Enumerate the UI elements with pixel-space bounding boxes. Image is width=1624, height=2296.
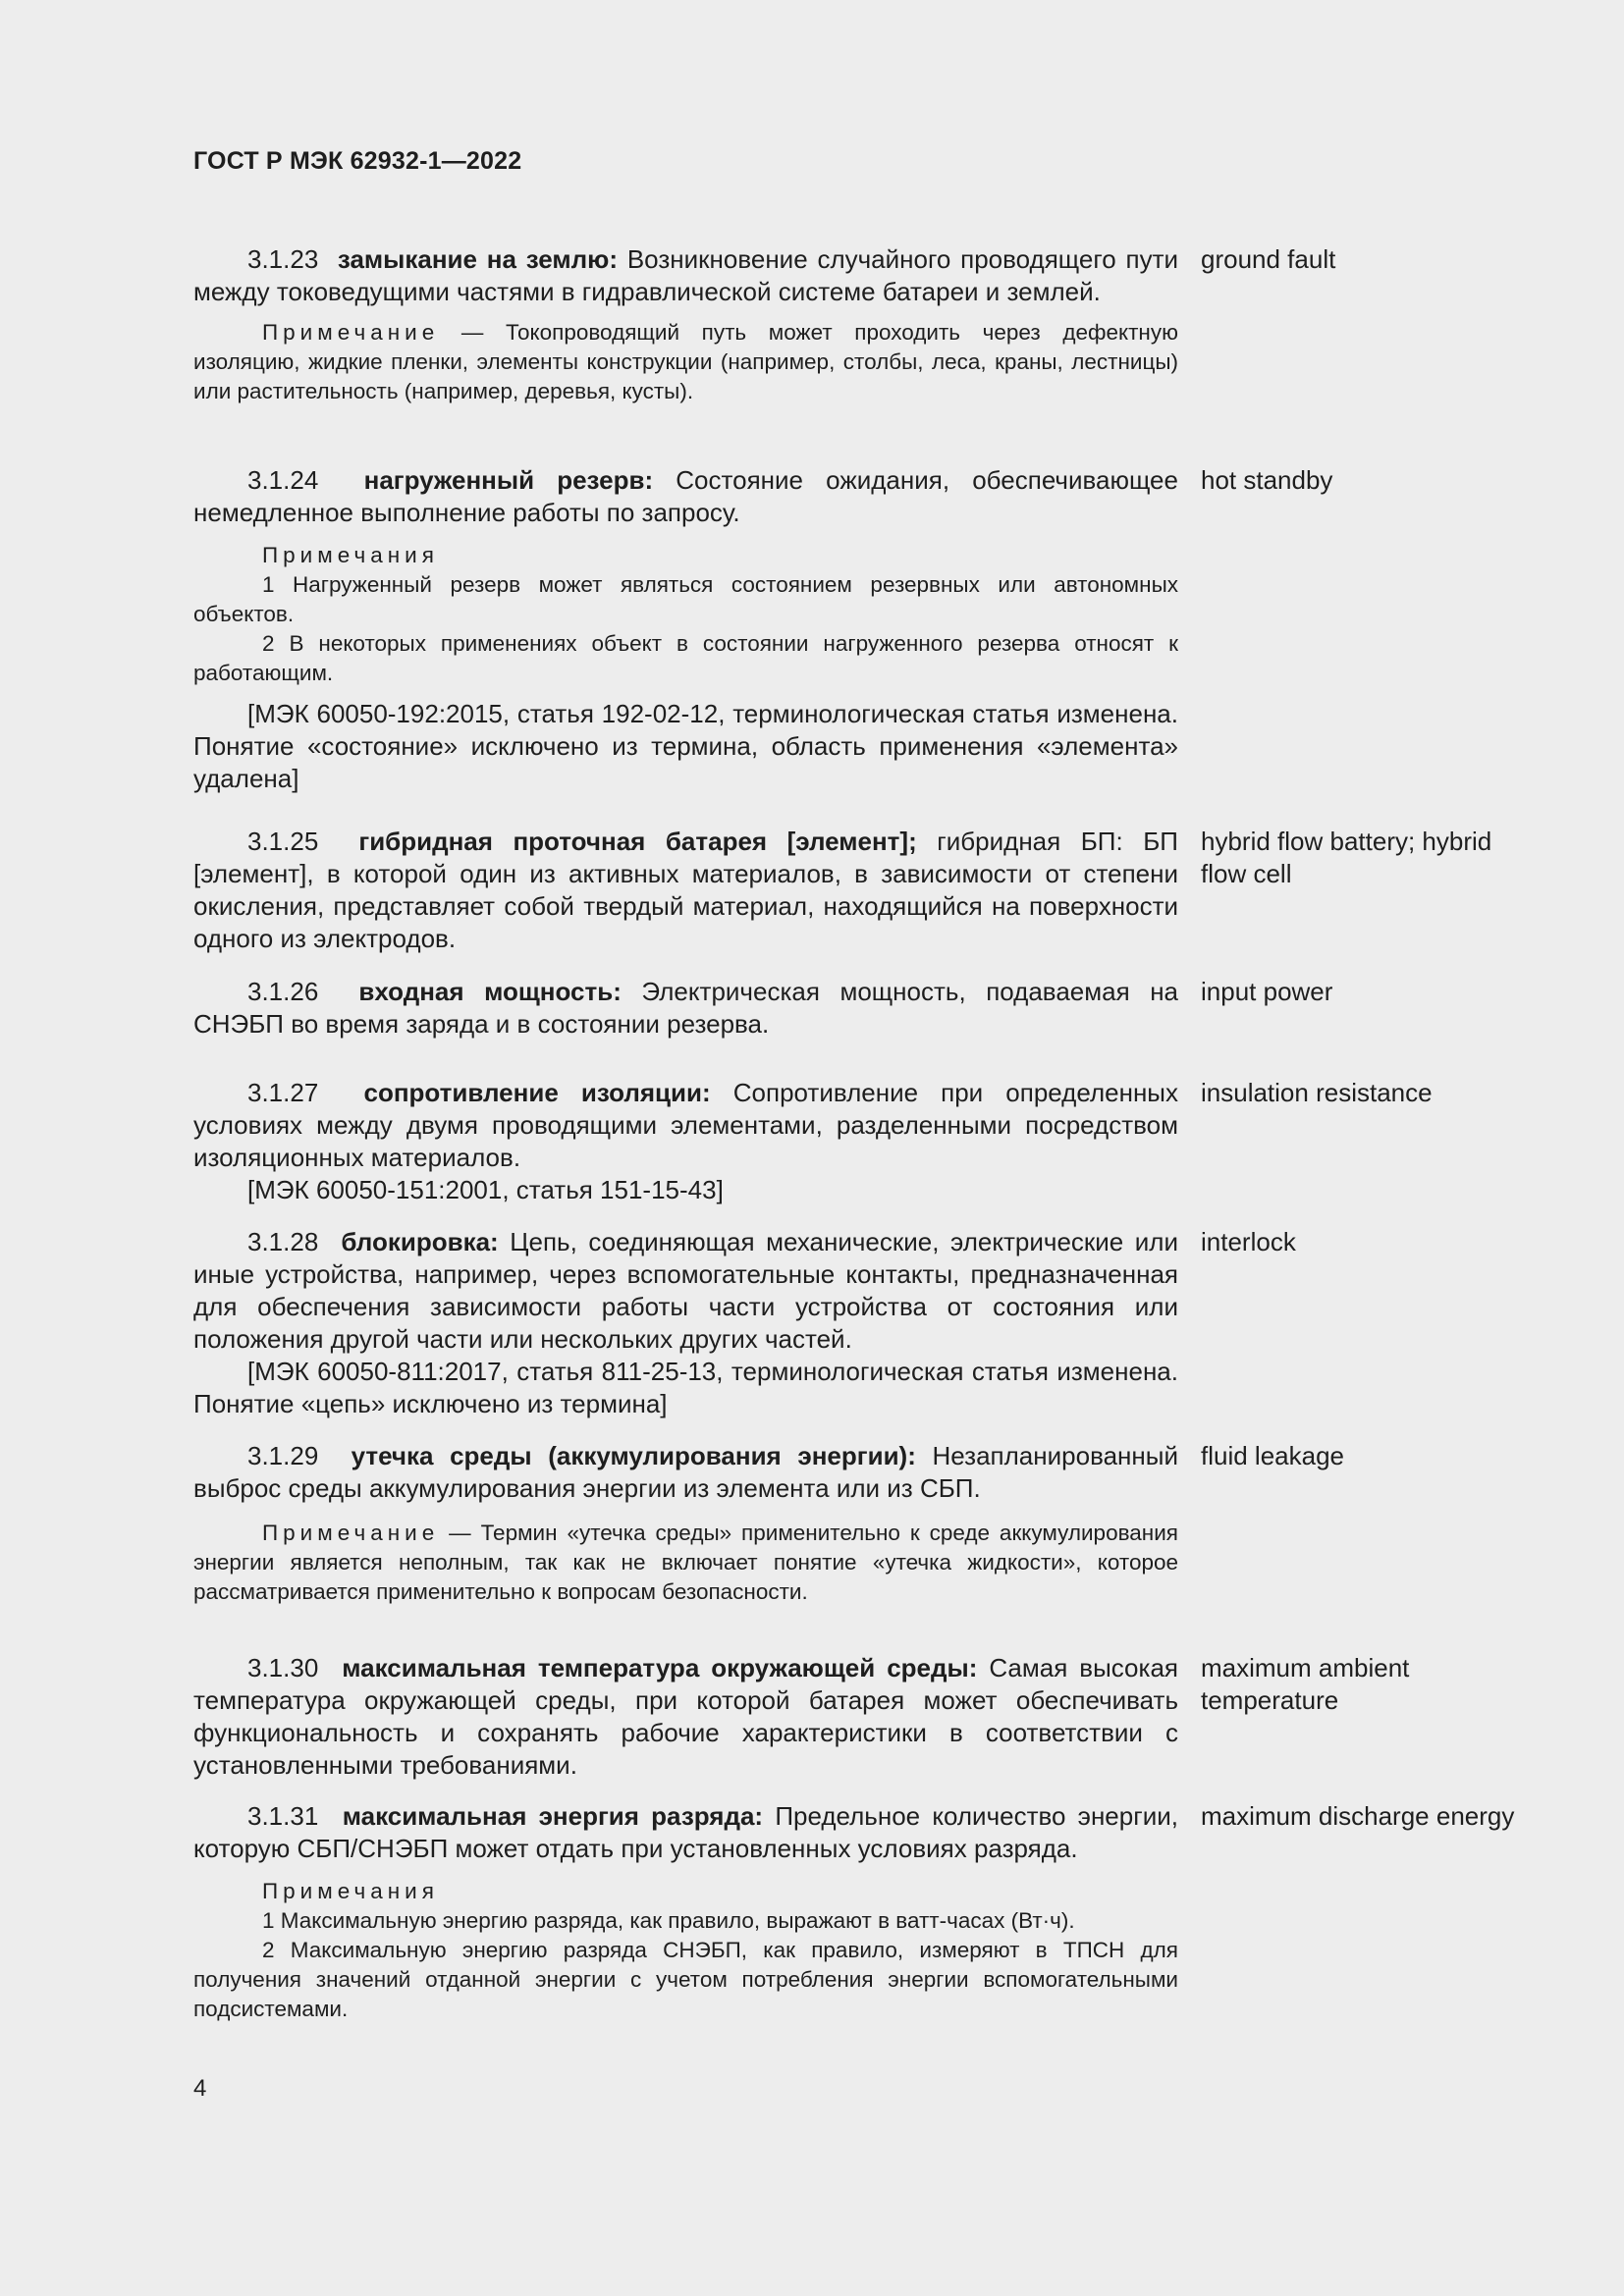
note-item: 1 Нагруженный резерв может являться состоянием резервных или автономных объектов.: [193, 572, 1178, 626]
term-ru: утечка среды (аккумулирования энергии):: [351, 1441, 916, 1470]
term-ru: блокировка:: [341, 1227, 499, 1256]
definition-text: Цепь, соединяющая механические, электрические или иные устройства, например, через вспомогательные контакты, предназначенная для обеспечения зависимости работы части устройства от состояния или положения другой части или нескольких других частей.: [193, 1227, 1179, 1354]
term-en: interlock: [1201, 1227, 1296, 1256]
note-item: 1 Максимальную энергию разряда, как правило, выражают в ватт-часах (Вт·ч).: [262, 1908, 1075, 1933]
definition: [193, 464, 1178, 529]
source-reference: [МЭК 60050-192:2015, статья 192-02-12, терминологическая статья изменена. Понятие «состояние» исключено из термина, область применения «элемента» удалена]: [193, 699, 1178, 793]
definition-text: Возникновение случайного проводящего пути между токоведущими частями в гидравлической системе батареи и землей.: [193, 244, 1178, 306]
term-ru: сопротивление изоляции:: [363, 1078, 711, 1107]
term-number: 3.1.31: [247, 1801, 319, 1831]
definition-text: Незапланированный выброс среды аккумулирования энергии из элемента или из СБП.: [193, 1441, 1178, 1503]
term-ru: нагруженный резерв:: [363, 465, 654, 495]
term-number: 3.1.25: [247, 827, 319, 856]
term-en: maximum ambient temperature: [1201, 1653, 1410, 1715]
definition: [193, 976, 1178, 1041]
term-number: 3.1.27: [247, 1078, 319, 1107]
page-number: 4: [193, 2075, 207, 2102]
definition: [193, 1800, 1178, 1865]
term-en: hybrid flow battery; hybrid flow cell: [1201, 827, 1492, 888]
term-entry-3-1-24: [193, 464, 1519, 795]
notes-label: Примечания: [262, 1879, 439, 1903]
term-en: hot standby: [1201, 465, 1333, 495]
term-number: 3.1.24: [247, 465, 319, 495]
term-number: 3.1.28: [247, 1227, 319, 1256]
term-en: insulation resistance: [1201, 1078, 1433, 1107]
term-ru: гибридная проточная батарея [элемент];: [358, 827, 917, 856]
definition-text: Состояние ожидания, обеспечивающее немедленное выполнение работы по запросу.: [193, 465, 1178, 527]
source-reference: [МЭК 60050-811:2017, статья 811-25-13, терминологическая статья изменена. Понятие «цепь» исключено из термина]: [193, 1357, 1178, 1418]
notes: [193, 541, 1178, 688]
term-en: fluid leakage: [1201, 1441, 1344, 1470]
term-number: 3.1.26: [247, 977, 319, 1006]
definition: [193, 1440, 1178, 1505]
term-en: maximum discharge energy: [1201, 1801, 1515, 1831]
notes-label: Примечания: [262, 543, 439, 567]
definition: [193, 243, 1178, 308]
term-ru: замыкание на землю:: [337, 244, 619, 274]
term-ru: максимальная энергия разряда:: [342, 1801, 764, 1831]
definition-text: гибридная БП: БП [элемент], в которой один из активных материалов, в зависимости от степени окисления, представляет собой твердый материал, находящийся на поверхности одного из электродов.: [193, 827, 1178, 953]
term-en: input power: [1201, 977, 1333, 1006]
term-ru: максимальная температура окружающей среды:: [342, 1653, 978, 1682]
term-entry-3-1-31: [193, 1800, 1519, 2024]
definition: [193, 1226, 1178, 1356]
definition-text: Сопротивление при определенных условиях между двумя проводящими элементами, разделенными посредством изоляционных материалов.: [193, 1078, 1178, 1172]
source-reference: [МЭК 60050-151:2001, статья 151-15-43]: [247, 1175, 724, 1204]
term-number: 3.1.29: [247, 1441, 319, 1470]
definition: [193, 1652, 1178, 1782]
definition-text: Самая высокая температура окружающей среды, при которой батарея может обеспечивать функциональность и сохранять рабочие характеристики в соответствии с установленными требованиями.: [193, 1653, 1179, 1780]
note: [193, 318, 1178, 406]
note: [193, 1519, 1178, 1607]
term-number: 3.1.23: [247, 244, 319, 274]
definition-text: Электрическая мощность, подаваемая на СНЭБП во время заряда и в состоянии резерва.: [193, 977, 1179, 1039]
note-label: Примечание: [262, 320, 440, 345]
note-text: — Термин «утечка среды» применительно к среде аккумулирования энергии является неполным, так как не включает понятие «утечка жидкости», которое рассматривается применительно к вопросам безопасности.: [193, 1521, 1178, 1604]
notes: [193, 1877, 1178, 2024]
definition: [193, 826, 1178, 955]
term-number: 3.1.30: [247, 1653, 319, 1682]
definition: [193, 1077, 1178, 1174]
standard-header: ГОСТ Р МЭК 62932-1—2022: [193, 147, 522, 175]
note-text: — Токопроводящий путь может проходить через дефектную изоляцию, жидкие пленки, элементы конструкции (например, столбы, леса, краны, лестницы) или растительность (например, деревья, кусты).: [193, 320, 1178, 403]
note-item: 2 В некоторых применениях объект в состоянии нагруженного резерва относят к работающим.: [193, 631, 1178, 685]
note-item: 2 Максимальную энергию разряда СНЭБП, как правило, измеряют в ТПСН для получения значений отданной энергии с учетом потребления энергии вспомогательными подсистемами.: [193, 1938, 1178, 2021]
definition-text: Предельное количество энергии, которую СБП/СНЭБП может отдать при установленных условиях разряда.: [193, 1801, 1178, 1863]
term-ru: входная мощность:: [358, 977, 622, 1006]
note-label: Примечание: [262, 1521, 440, 1545]
term-en: ground fault: [1201, 244, 1336, 274]
